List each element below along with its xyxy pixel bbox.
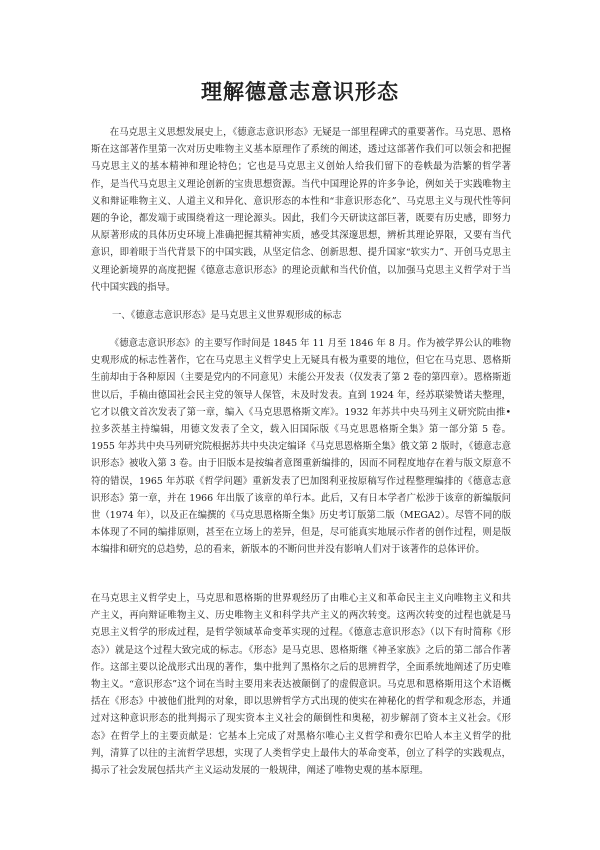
document-title: 理解德意志意识形态 [201,79,399,104]
section-heading: 一、《德意志意识形态》是马克思主义世界观形成的标志 [112,310,342,321]
section-paragraph-2: 在马克思主义哲学史上，马克思和恩格斯的世界观经历了由唯心主义和革命民主主义向唯物主义和共产主义，再向辩证唯物主义、历史唯物主义和科学共产主义的两次转变。这两次转变的过程也就是马克思主义哲学的形成过程，是哲学领域革命变革实现的过程。《德意志意识形态》（以下有时简称《形态》）就是这个过程大致完成的标志。《形态》是马克思、恩格斯继《神圣家族》之后的第二部合作著作。这部主要以论战形式出现的著作，集中批判了黑格尔之后的思辨哲学，全面系统地阐述了历史唯物主义。“意识形态”这个词在当时主要用来表达被颠倒了的虚假意识。马克思和恩格斯用这个术语概括在《形态》中被他们批判的对象，即以思辨哲学方式出现的使实在神秘化的哲学和观念形态，并通过对这种意识形态的批判揭示了现实资本主义社会的颠倒性和奥秘，初步解剖了资本主义社会。《形态》在哲学上的主要贡献是：它基本上完成了对黑格尔唯心主义哲学和费尔巴哈人本主义哲学的批判，清算了以往的主流哲学思想，实现了人类哲学史上最伟大的革命变革，创立了科学的实践观点，揭示了社会发展包括共产主义运动发展的一般规律，阐述了唯物史观的基本原理。 [91,593,511,777]
intro-paragraph: 在马克思主义思想发展史上，《德意志意识形态》无疑是一部里程碑式的重要著作。马克思、恩格斯在这部著作里第一次对历史唯物主义基本原理作了系统的阐述，透过这部著作我们可以领会和把握马克思主义的基本精神和理论特色；它也是马克思主义创始人给我们留下的卷帙最为浩繁的哲学著作，是当代马克思主义理论创新的宝贵思想资源。当代中国理论界的许多争论，例如关于实践唯物主义和辩证唯物主义、人道主义和异化、意识形态的本性和“非意识形态化”、马克思主义与现代性等问题的争论，都发端于或围绕着这一理论源头。因此，我们今天研读这部巨著，既要有历史感，即努力从原著形成的具体历史环境上准确把握其精神实质，感受其深邃思想，辨析其理论界限，又要有当代意识，即着眼于当代背景下的中国实践，从坚定信念、创新思想、提升国家“软实力”、开创马克思主义理论新境界的高度把握《德意志意识形态》的理论贡献和当代价值，以加强马克思主义哲学对于当代中国实践的指导。 [91,127,511,293]
section-paragraph-1: 《德意志意识形态》的主要写作时间是 1845 年 11 月至 1846 年 8 月。作为被学界公认的唯物史观形成的标志性著作，它在马克思主义哲学史上无疑具有极为重要的地位，但它在马克思、恩格斯生前却由于各种原因（主要是党内的不同意见）未能公开发表（仅发表了第 2 卷的第四章）。恩格斯逝世以后，手稿由德国社会民主党的领导人保管，未及时发表。直到 1924 年，经苏联梁赞诺夫整理，它才以俄文首次发表了第一章，编入《马克思恩格斯文库》。1932 年苏共中央马列主义研究院由推•拉多茨基主持编辑，用德文发表了全文，载入旧国际版《马克思恩格斯全集》第一部分第 5 卷。1955 年苏共中央马列研究院根据苏共中央决定编译《马克思恩格斯全集》俄文第 2 版时，《德意志意识形态》被收入第 3 卷。由于旧版本是按编者意图重新编排的，因而不同程度地存在着与版文原意不符的错误，1965 年苏联《哲学问题》重新发表了巴加图利亚按原稿写作过程整理编排的《德意志意识形态》第一章，并在 1966 年出版了该章的单行本。此后，又有日本学者广松涉于该章的新编版问世（1974 年），以及正在编撰的《马克思恩格斯全集》历史考订版第二版（MEGA2）。尽管不同的版本体现了不同的编排原则，甚至在立场上的差异，但是，尽可能真实地展示作者的创作过程，则是版本编排和研究的总趋势，总的看来，新版本的不断问世并没有影响人们对于该著作的总体评价。 [91,338,511,556]
